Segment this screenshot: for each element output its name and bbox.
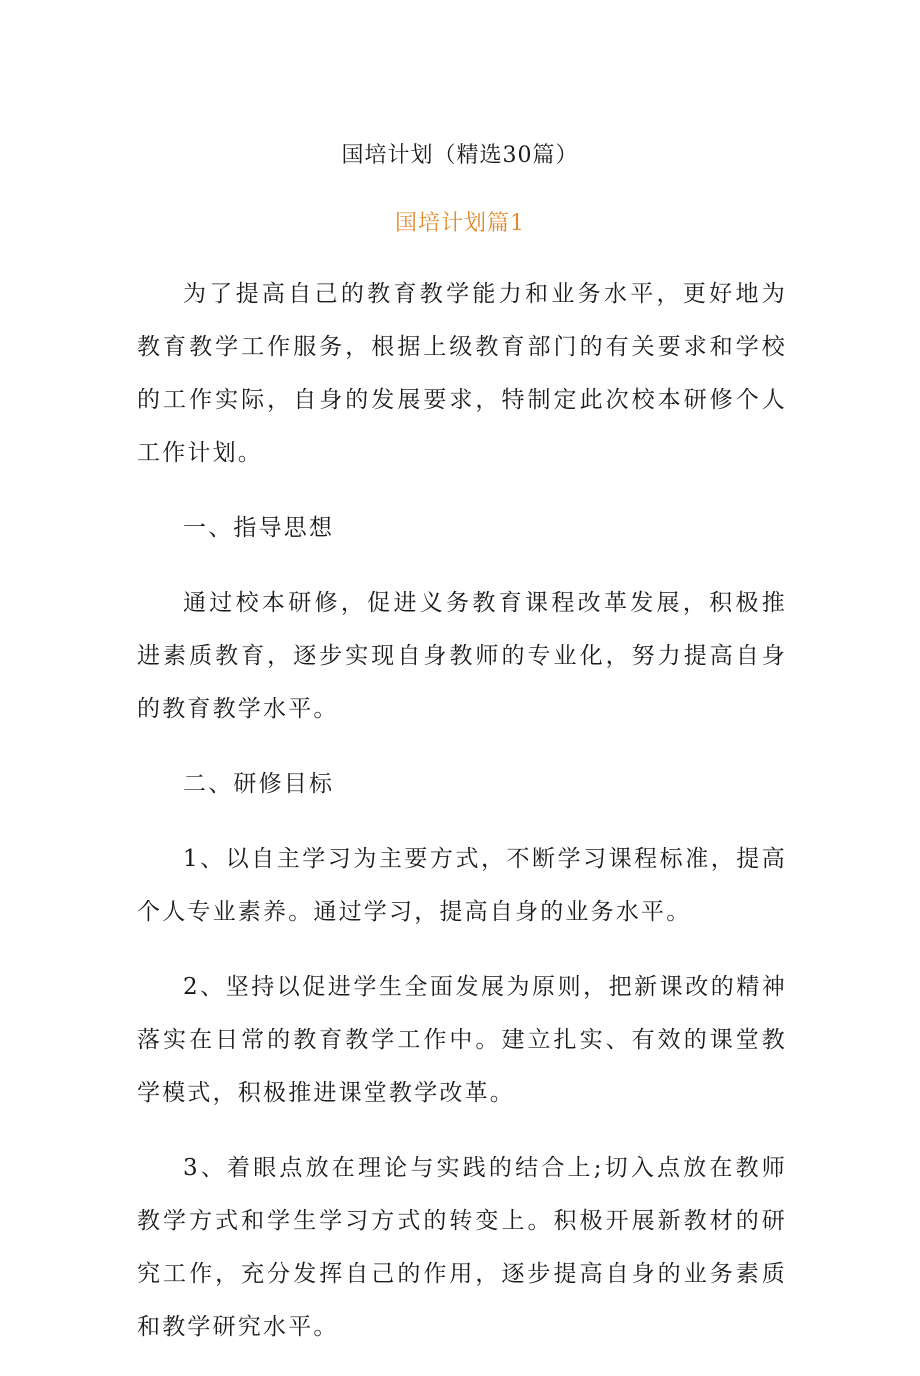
section-heading: 国培计划篇1 <box>395 211 525 236</box>
paragraph-goal-1: 1、以自主学习为主要方式，不断学习课程标准，提高个人专业素养。通过学习，提高自身的业务水平。 <box>137 846 787 925</box>
heading-training-goals: 二、研修目标 <box>183 771 335 797</box>
heading-guiding-ideology: 一、指导思想 <box>183 515 335 541</box>
paragraph-goal-3: 3、着眼点放在理论与实践的结合上;切入点放在教师教学方式和学生学习方式的转变上。积极开展新教材的研究工作，充分发挥自己的作用，逐步提高自身的业务素质和教学研究水平。 <box>137 1155 787 1340</box>
document-body <box>137 268 787 1376</box>
document-title: 国培计划（精选30篇） <box>341 143 579 168</box>
paragraph-guiding-ideology: 通过校本研修，促进义务教育课程改革发展，积极推进素质教育，逐步实现自身教师的专业化，努力提高自身的教育教学水平。 <box>137 590 787 722</box>
paragraph-intro: 为了提高自己的教育教学能力和业务水平，更好地为教育教学工作服务，根据上级教育部门的有关要求和学校的工作实际，自身的发展要求，特制定此次校本研修个人工作计划。 <box>137 281 787 466</box>
paragraph-goal-2: 2、坚持以促进学生全面发展为原则，把新课改的精神落实在日常的教育教学工作中。建立扎实、有效的课堂教学模式，积极推进课堂教学改革。 <box>137 974 787 1106</box>
